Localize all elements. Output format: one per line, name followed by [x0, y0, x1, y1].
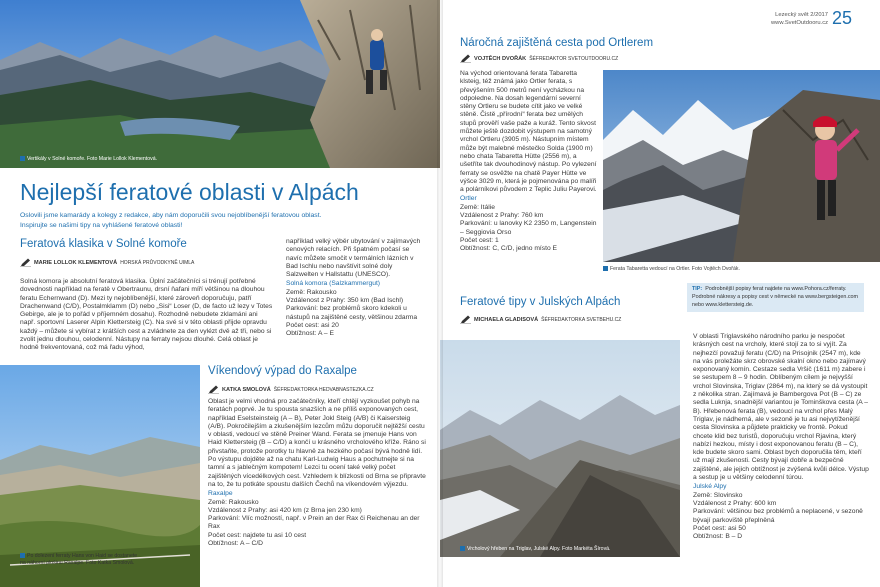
ortler-photo-caption-text: Ferata Tabaretta vedoucí na Ortler. Foto Vojtěch Dvořák.	[610, 266, 740, 272]
ortler-author-role: ŠÉFREDAKTOR SVETOUTDOORU.CZ	[529, 55, 619, 62]
main-title-part2: feratové oblasti v Alpách	[109, 179, 359, 205]
caption-marker	[603, 266, 608, 271]
solna-title: Feratová klasika v Solné komoře	[20, 238, 187, 250]
julske-author-line	[460, 315, 621, 324]
julske-fact-routes: Počet cest: asi 50	[693, 524, 746, 532]
raxalpe-title: Víkendový výpad do Raxalpe	[208, 365, 357, 377]
raxalpe-fact-distance: Vzdálenost z Prahy: asi 420 km (z Brna jen 230 km)	[208, 506, 362, 514]
triglav-photo-caption-text: Vrcholový hřeben na Triglav, Julské Alpy. Foto Markéta Šírová.	[467, 546, 611, 552]
solna-fact-difficulty: Obtížnost: A – E	[286, 330, 334, 338]
page-number: 25	[831, 8, 852, 28]
raxalpe-author-role: ŠÉFREDAKTORKA HEDVABNASTEZKA.CZ	[273, 386, 374, 393]
raxalpe-author-line	[208, 385, 374, 394]
solna-author-line	[20, 258, 194, 267]
solna-fact-country: Země: Rakousko	[286, 288, 337, 296]
julske-fact-parking: Parkování: většinou bez problémů a neplacené, v sezoně bývají parkoviště přeplněná	[693, 508, 863, 524]
ortler-author: VOJTĚCH DVOŘÁK	[474, 55, 527, 62]
solna-photo-caption	[20, 156, 157, 163]
julske-fact-country: Země: Slovinsko	[693, 491, 743, 499]
raxalpe-text-para: Oblast je velmi vhodná pro začátečníky, kteří chtějí vyzkoušet pohyb na feratách poprvé. Je tu spousta snazších a ne příliš exponovaných cest, například Eselsteinsteig (A – B), Peter Jokl Steig (A/B) či Kaisersteig (A/B). Pokročilejším a zkušenějším lezcům můžu doporučit nejtěžší cestu v oblasti, vedoucí ve stěně Preiner Wand. Ferata se jmenuje Hans von Haid Klettersteig (B – C/D) a končí u krásného vrcholového kříže. Ráno si přivstaňte, protože porotky tu hlavně za hezkého počasí bývá hodně lidí. Po výstupu dojděte až na chatu Karl-Ludwig Haus a pochutnejte si na tamní a s jablečným kompotem! Lezci tu ocení také velký počet zajištěných vícedélkových cest. Vzhledem k blízkosti od Brna se připravte na to, že tu potkáte spoustu dalších Čechů na víkendovém výjezdu.	[208, 398, 426, 488]
triglav-photo-art	[440, 340, 680, 557]
ortler-text	[460, 70, 597, 254]
caption-marker	[460, 546, 465, 551]
ortler-region: Ortler	[460, 195, 477, 203]
solna-fact-parking: Parkování: bez problémů skoro kdekoli u nástupů na zajištěné cesty, většinou zdarma	[286, 305, 418, 321]
ortler-fact-country: Země: Itálie	[460, 203, 495, 211]
raxalpe-fact-country: Země: Rakousko	[208, 498, 259, 506]
triglav-photo-caption	[460, 546, 611, 553]
tip-label: TIP:	[692, 286, 703, 292]
main-title-part1: Nejlepší	[20, 179, 104, 205]
intro	[20, 211, 420, 230]
julske-author-role: ŠÉFREDAKTORKA SVETBEHU.CZ	[541, 316, 622, 323]
solna-text-col1: Solná komora je absolutní feratová klasika. Úplní začátečníci si trénují potřebné dovednosti například na feratě v Obertraunu, drsní ňafani míří většinou na dlouhou feratu Echernwand (D). Mezi ty nejoblíbenější, které zároveň doporučuju, patří Drachenwand (C/D), Postalmklamm (D) nebo „Sisi“ Loser (D, de facto už lezy v Totes Gebirge, ale je to pořád v příjemném dosahu). Rozhodně nebudete zklamáni ani např. sportovní Laserer Alpin Klettersteig (C). Na své si v této oblasti přijde opravdu každý – můžete si vybírat z krátších cest a zvládnete za den vylézt dvě až tři, nebo si zvolit jednu dlouhou, celodenní. Nástupy na ferraty nejsou dlouhé. Celá oblast je hodně frekventovaná, což má řadu výhod,	[20, 278, 273, 352]
raxalpe-fact-difficulty: Obtížnost: A – C/D	[208, 540, 264, 548]
solna-fact-routes: Počet cest: asi 20	[286, 321, 339, 329]
julske-author: MICHAELA GLADISOVÁ	[474, 316, 539, 323]
pen-icon	[20, 258, 31, 267]
triglav-photo	[440, 340, 680, 557]
solna-author: MARIE LOLLOK KLEMENTOVÁ	[34, 259, 118, 266]
ortler-title: Náročná zajištěná cesta pod Ortlerem	[460, 37, 654, 49]
solna-author-role: HORSKÁ PRŮVODKYNĚ UIMLA	[120, 259, 195, 266]
julske-region: Julské Alpy	[693, 483, 727, 491]
ortler-text-para: Na východ orientovaná ferata Tabaretta klsteig, též známá jako Ortler ferata, s převýšením 500 metrů není vycházkou na odpoledne. Na dosah legendární severní stěny Ortleru se budete cítit jako ve velké stěně. Čistě „přírodní“ ferata bez umělých stupů prověří vaše paže a kuráž. Tento skvost můžete ještě dozdobit výstupem na samotný vrchol Ortleru (3905 m). Nástupním místem může být malebné městečko Solda (1900 m) nebo chata Tabaretta Hütte (2556 m), a ušetříte tak dvouhodinový nástup. Po vylezení ferraty se osvěžte na chatě Payer Hütte ve výšce 3029 m, která je pojmenována po malíři a polárníkovi původem z Teplic Juliu Payerovi.	[460, 70, 597, 194]
solna-komora-photo-art	[0, 0, 440, 168]
solna-text-col2	[286, 238, 426, 339]
pen-icon	[460, 54, 471, 63]
solna-komora-photo	[0, 0, 440, 168]
raxalpe-fact-routes: Počet cest: najdete tu asi 10 cest	[208, 531, 307, 539]
ortler-fact-parking: Parkování: u lanovky K2 2350 m, Langenstein – Seggiovia Orso	[460, 220, 597, 236]
raxalpe-photo	[0, 365, 200, 587]
caption-marker	[20, 156, 25, 161]
magazine-website: www.SvetOutdooru.cz	[770, 20, 828, 26]
raxalpe-author: KATKA SMOLOVÁ	[222, 386, 271, 393]
ortler-author-line	[460, 54, 618, 63]
julske-text-para: V oblasti Triglavského národního parku je nespočet krásných cest na vrcholy, které stojí za to si vyjít. Za nejhezčí považuji feratu (C/D) na Prisojnik (2547 m), kde na vás proležáte skrz obrovské skalní okno nebo zajímavý exponovaný komín. Cestaze sedla Vršič (1611 m) zabere i se sestupem 8 – 9 hodin. Oblíbeným cílem je nejvyšší vrchol Slovinska, Triglav (2864 m), na který se dá vystoupit z několika stran. Zajímavá je Bambergova Pot (B – C) ze sedla Luknja, snadnější variantou je Tominškova cesta (A – B). Hřebenová ferata (B), vedoucí na vrchol přes Malý Triglav, je nádherná, ale v sezoně je tu asi nejvytíženější cesta Slovinska a půjdete prakticky ve frontě. Pokud chcete klid bez turistů, doporučuju vrchol Rjavina, který nabízí hezkou, místy i dost exponovanou feratu (B – C), kde budete skoro sami. Oblast bych doporučila těm, kteří už mají zkušenosti. Cesty bývají dobře a bezpečně zajištěné, ale jejich obtížnost je zvýšená kvůli délce. Výstup a sestup je u většiny celodenní túrou.	[693, 333, 869, 482]
ortler-photo-art	[603, 70, 880, 262]
magazine-issue: Lezecký svět 2/2017	[775, 12, 828, 18]
julske-fact-distance: Vzdálenost z Prahy: 600 km	[693, 499, 777, 507]
ortler-photo-caption	[603, 266, 740, 273]
julske-fact-difficulty: Obtížnost: B – D	[693, 533, 743, 541]
intro-line-2: Inspirujte se našimi tipy na vyhlášené feratové oblasti!	[20, 221, 183, 229]
right-page	[440, 0, 880, 587]
raxalpe-text	[208, 398, 428, 548]
rax-photo-caption-text: Po dolezení ferraty Hans von Haid se dostanete na náhorní plošinu Raxalpe. Foto Katka Smolová.	[20, 553, 138, 566]
ortler-fact-difficulty: Obtížnost: C, C/D, jedno místo E	[460, 245, 558, 253]
raxalpe-fact-parking: Parkování: Vlíc možností, např. v Prein an der Rax či Reichenau an der Rax	[208, 515, 420, 531]
julske-title: Feratové tipy v Julských Alpách	[460, 296, 621, 308]
intro-line-1: Oslovili jsme kamarády a kolegy z redakce, aby nám doporučili svou nejoblíbenější feratovou oblast.	[20, 212, 322, 219]
raxalpe-region: Raxalpe	[208, 490, 233, 498]
pen-icon	[460, 315, 471, 324]
page-header	[771, 11, 828, 27]
page-gutter	[437, 0, 443, 587]
caption-marker	[20, 553, 25, 558]
tip-box	[687, 283, 864, 312]
solna-fact-distance: Vzdálenost z Prahy: 350 km (Bad Ischl)	[286, 297, 404, 305]
julske-text	[693, 333, 869, 541]
rax-photo-caption	[20, 553, 140, 566]
pen-icon	[208, 385, 219, 394]
tip-text: Podrobnější popisy ferat najdete na www.Pohora.cz/ferraty. Podrobné nákresy a popisy cest v německé na www.bergsteigen.com nebo www.klettersteig.de.	[692, 286, 858, 308]
main-title	[20, 179, 359, 205]
ortler-fact-routes: Počet cest: 1	[460, 236, 499, 244]
ortler-photo	[603, 70, 880, 262]
solna-region: Solná komora (Salzkammergut)	[286, 280, 381, 288]
ortler-fact-distance: Vzdálenost z Prahy: 760 km	[460, 212, 544, 220]
solna-text-col2-para: například velký výběr ubytování v zajímavých cenových relacích. Při špatném počasí se navíc můžete smočit v termálních lázních v Bad Ischlu nebo navštívit solné doly Salzwelten v Hallstattu (UNESCO).	[286, 238, 421, 279]
solna-photo-caption-text: Vertikály v Solné komoře. Foto Marie Lollok Klementová.	[27, 156, 158, 162]
